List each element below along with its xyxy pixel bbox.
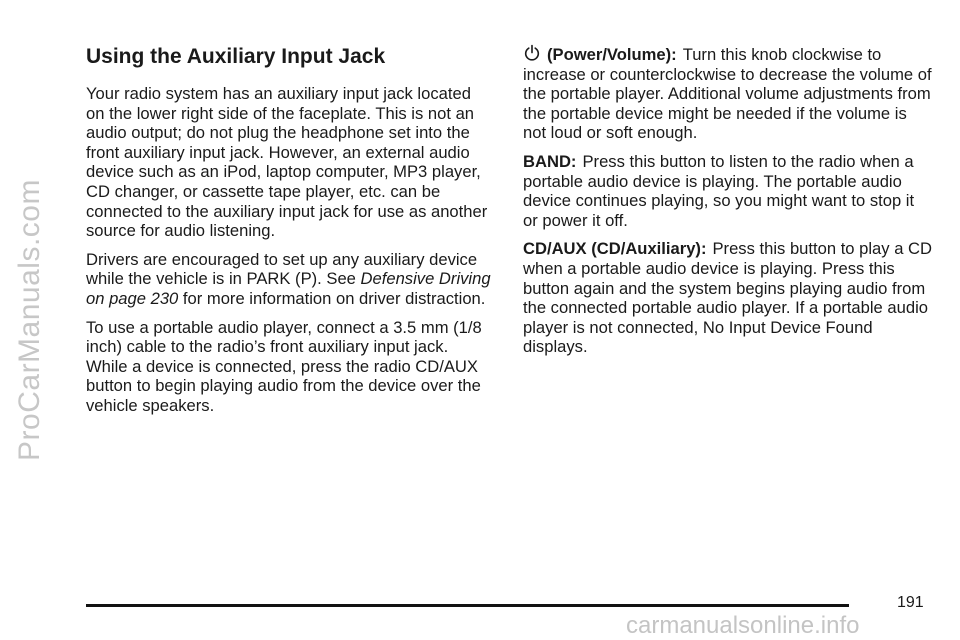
side-watermark: [8, 40, 52, 600]
control-term: CD/AUX (CD/Auxiliary):: [523, 239, 707, 259]
control-description: Turn this knob clockwise to increase or counterclockwise to decrease the volume of the portable player. Additional volume adjustments from the portable device might be needed if the volume is not loud or soft enough.: [523, 45, 932, 143]
paragraph-driver-distraction: [86, 250, 491, 309]
paragraph-connect-player: To use a portable audio player, connect a 3.5 mm (1/8 inch) cable to the radio’s front auxiliary input jack. While a device is connected, press the radio CD/AUX button to begin playing audio from the device over the vehicle speakers.: [86, 317, 482, 415]
control-term: (Power/Volume):: [547, 45, 677, 64]
page-number: 191: [897, 594, 924, 611]
power-icon: [523, 44, 541, 62]
right-column: [523, 44, 933, 366]
control-power-volume: [523, 44, 933, 143]
watermark-text: ProCarManuals.com: [13, 179, 46, 461]
paragraph-text: for more information on driver distraction.: [178, 288, 486, 308]
footer-divider: [86, 604, 849, 607]
control-cd-aux: [523, 239, 933, 357]
control-term: BAND:: [523, 151, 577, 171]
site-watermark: carmanualsonline.info: [626, 612, 860, 639]
control-band: [523, 152, 933, 230]
paragraph-intro: Your radio system has an auxiliary input jack located on the lower right side of the faceplate. This is not an audio output; do not plug the headphone set into the front auxiliary input jack. However, an external audio device such as an iPod, laptop computer, MP3 player, CD changer, or cassette tape player, etc. can be connected to the auxiliary input jack for use as another source for audio listening.: [86, 84, 488, 241]
control-description: Press this button to play a CD when a portable audio device is playing. Press this button again and the system begins playing audio from the connected portable audio player. If a portable audio player is not connected, No Input Device Found displays.: [523, 239, 932, 357]
section-title: Using the Auxiliary Input Jack: [86, 45, 386, 68]
paragraph-text: Drivers are encouraged to set up any auxiliary device while the vehicle is in PARK (P). See: [86, 249, 478, 289]
control-description: Press this button to listen to the radio when a portable audio device is playing. The portable audio device continues playing, so you might want to stop it or power it off.: [523, 151, 915, 230]
cross-reference: Defensive Driving on page 230: [86, 269, 491, 308]
left-column: [86, 44, 491, 425]
